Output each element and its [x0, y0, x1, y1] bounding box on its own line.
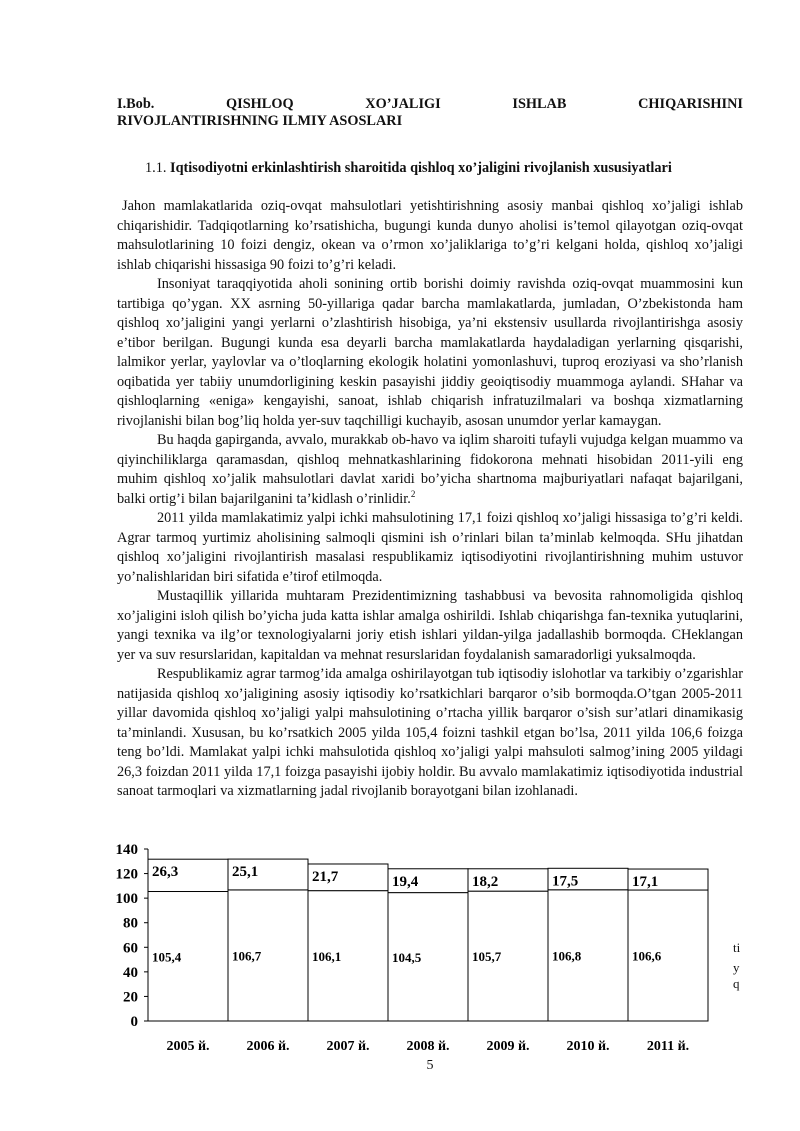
x-tick-label: 2010 й. [566, 1039, 610, 1054]
y-tick-label: 140 [115, 842, 138, 858]
chapter-heading-word: CHIQARISHINI [638, 96, 743, 112]
chapter-heading-word: QISHLOQ [226, 96, 294, 112]
document-body [117, 96, 743, 802]
paragraph: Mustaqillik yillarida muhtaram Prezidentimizning tashabbusi va bevosita rahnomoligida qishloq xo’jaligini isloh qilish bo’yicha juda katta ishlar amalga oshirildi. Ishlab chiqarishga fan-texnika yutuqlarini, yangi texnika va ilg’or texnologiyalarni joriy etish ishlari yildan-yilga jadallashib bormoqda. CHeklangan yer va suv resurslaridan, kapitaldan va mehnat resurslaridan foydalanish samaradorligi yuksalmoqda. [117, 588, 743, 663]
chapter-heading [117, 96, 743, 113]
stacked-bar-chart [100, 838, 740, 1060]
data-label: 21,7 [312, 868, 339, 885]
data-label: 19,4 [392, 873, 419, 890]
x-tick-label: 2005 й. [166, 1039, 210, 1054]
data-label: 17,5 [552, 873, 579, 890]
data-label: 17,1 [632, 874, 659, 891]
y-tick-label: 100 [115, 891, 138, 908]
data-label: 106,1 [312, 948, 342, 964]
chapter-heading-line2: RIVOJLANTIRISHNING ILMIY ASOSLARI [117, 113, 403, 129]
y-tick-label: 20 [123, 989, 138, 1006]
x-tick-label: 2009 й. [486, 1039, 530, 1054]
paragraph: Respublikamiz agrar tarmog’ida amalga oshirilayotgan tub iqtisodiy islohotlar va tarkibiy o’zgarishlar natijasida qishloq xo’jaligining asosiy iqtisodiy ko’rsatkichlari barqaror o’sib bormoqda.O’tgan 2005-2011 yillar davomida qishloq xo’jaligi yalpi mahsulotining o’rtacha yillik barqaror o’sish sur’atlari dinamikasig ta’minlandi. Xususan, bu ko’rsatkich 2005 yilda 105,4 foizni tashkil etgan bo’lsa, 2011 yilda 106,6 foizga teng bo’ldi. Mamlakat yalpi ichki mahsulotida qishloq xo’jaligi yalpi mahsuloti salmog’ining 2005 yildagi 26,3 foizdan 2011 yilda 17,1 foizga pasayishi ijobiy holdir. Bu avvalo mamlakatimiz iqtisodiyotida industrial sanoat tarmoqlari va xizmatlarning jadal rivojlanib borayotgani bilan izohlanadi. [117, 666, 743, 799]
data-label: 106,7 [232, 948, 262, 964]
y-tick-label: 40 [123, 964, 138, 981]
side-letter: ti [733, 940, 741, 955]
data-label: 106,6 [632, 948, 662, 964]
data-label: 105,7 [472, 949, 502, 965]
data-label: 25,1 [232, 864, 259, 881]
paragraph [117, 431, 743, 509]
x-tick-label: 2011 й. [646, 1039, 690, 1054]
paragraph: 2011 yilda mamlakatimiz yalpi ichki mahsulotining 17,1 foizi qishloq xo’jaligi hissasiga to’g’ri keldi. Agrar tarmoq yurtimiz aholisining salmoqli qismini ish o’rinlari bilan ta’minlab kelmoqda. SHu jihatdan qishloq xo’jaligini rivojlantirish masalasi respublikamiz iqtisodiyotini rivojlantirishning muhim ustuvor yo’nalishlaridan biri sifatida e’tirof etilmoqda. [117, 510, 743, 585]
y-tick-label: 0 [130, 1014, 138, 1030]
data-label: 104,5 [392, 949, 422, 965]
chapter-heading-word: ISHLAB [512, 96, 567, 112]
data-label: 106,8 [552, 948, 582, 964]
y-tick-label: 60 [123, 940, 138, 957]
chapter-heading-word: I.Bob. [117, 96, 155, 112]
section-number: 1.1. [145, 160, 167, 176]
data-label: 26,3 [152, 864, 179, 881]
section-title [145, 160, 743, 177]
paragraph: Insoniyat taraqqiyotida aholi sonining ortib borishi doimiy ravishda oziq-ovqat muammosini kun tartibiga qo’ygan. XX asrning 50-yillariga qadar barcha mamlakatlarda, jumladan, O’zbekistonda ham qishloq xo’jaligini yangi yerlarni o’zlashtirish hisobiga, ya’ni ekstensiv usullarda rivojlantirishga asosiy e’tibor berilgan. Bugungi kunda esa deyarli barcha mamlakatlarda haydaladigan yerlarning qisqarishi, lalmikor yerlar, yaylovlar va o’tloqlarning ekologik holatini yomonlashuvi, tuproq eroziyasi va sho’rlanish oqibatida yer tabiiy unumdorligining keskin pasayishi jiddiy geoiqtisodiy muammoga aylandi. SHahar va qishloqlarning «eniga» kengayishi, sanoat, ishlab chiqarish infratuzilmalari va boshqa xizmatlarning rivojlanishi bilan bog’liq holda yer-suv taqchilligi kuchayib, asosan unumdor yerlar kamaygan. [117, 276, 743, 429]
chapter-heading-word: XO’JALIGI [365, 96, 441, 112]
paragraph-text: Bu haqda gapirganda, avvalo, murakkab ob-havo va iqlim sharoiti tufayli vujudga kelgan muammo va qiyinchiliklarga qaramasdan, qishloq mehnatkashlarining fidokorona mehnati hisobidan 2011-yili eng muhim qishloq xo’jalik mahsulotlari davlat xaridi bo’yicha shartnoma majburiyatlari nafaqat bajarilgani, balki ortig’i bilan bajarilganini ta’kidlash o’rinlidir. [117, 432, 743, 507]
paragraph: Jahon mamlakatlarida oziq-ovqat mahsulotlari yetishtirishning asosiy manbai qishloq xo’jaligi ishlab chiqarishidir. Tadqiqotlarning ko’rsatishicha, bugungi kunda dunyo aholisi is’temol qilayotgan oziq-ovqat mahsulotlarining 10 foizi dengiz, okean va o’rmon xo’jaliklariga to’g’ri kelgani holda, qishloq xo’jaligi ishlab chiqarishi hissasiga 90 foizi to’g’ri keladi. [117, 198, 743, 273]
side-letter: q [733, 976, 740, 991]
y-tick-label: 120 [115, 866, 138, 883]
x-tick-label: 2008 й. [406, 1039, 450, 1054]
section-title-text: Iqtisodiyotni erkinlashtirish sharoitida qishloq xo’jaligini rivojlanish xususiyatlari [170, 160, 672, 176]
y-tick-label: 80 [123, 915, 138, 932]
data-label: 18,2 [472, 873, 499, 890]
data-label: 105,4 [152, 949, 182, 965]
page-number: 5 [426, 1058, 434, 1073]
footnote-ref[interactable]: 2 [410, 488, 416, 499]
x-tick-label: 2007 й. [326, 1039, 370, 1054]
side-letter: y [733, 960, 740, 975]
x-tick-label: 2006 й. [246, 1039, 290, 1054]
